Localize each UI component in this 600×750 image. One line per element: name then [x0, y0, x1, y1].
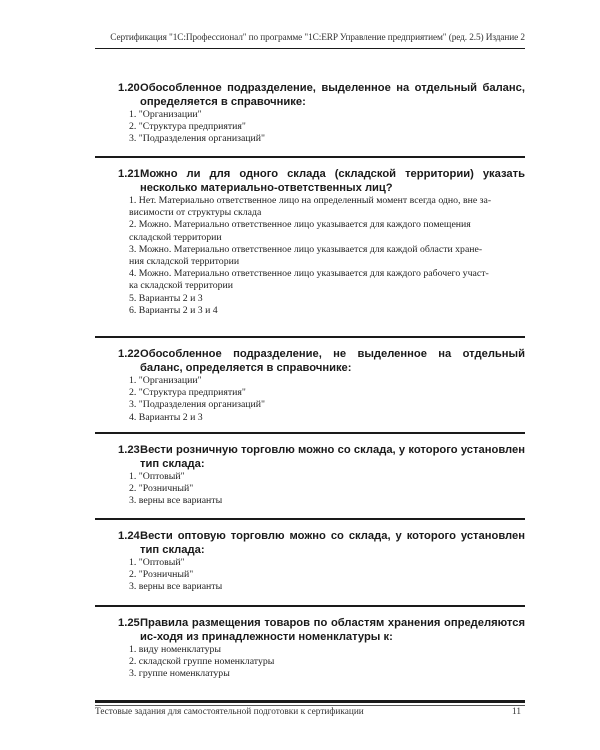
question-text: Можно ли для одного склада (складской территории) указать несколько материально-ответственных лиц? — [140, 168, 525, 194]
question-number: 1.23 — [118, 444, 140, 456]
answer-list — [118, 375, 525, 424]
question-separator — [95, 605, 525, 607]
answer-option-continuation: складской территории — [129, 231, 222, 243]
answer-option: 2. складской группе номенклатуры — [129, 656, 275, 668]
answer-option: 3. группе номенклатуры — [129, 668, 230, 680]
answer-option: 5. Варианты 2 и 3 — [129, 292, 203, 304]
answer-list — [118, 557, 525, 594]
question-title — [118, 444, 525, 471]
answer-option: 2. "Структура предприятия" — [129, 387, 246, 399]
question-number: 1.25 — [118, 617, 140, 629]
page-footer — [95, 707, 525, 717]
question-title — [118, 168, 525, 195]
question-title — [118, 530, 525, 557]
answer-list — [118, 471, 525, 508]
answer-option: 1. виду номенклатуры — [129, 644, 222, 655]
answer-option-continuation: ка складской территории — [129, 280, 234, 292]
answer-option: 2. Можно. Материально ответственное лицо указывается для каждого помещения — [129, 219, 471, 231]
question-text: Обособленное подразделение, выделенное на отдельный баланс, определяется в справочнике: — [140, 82, 525, 108]
answer-option: 4. Можно. Материально ответственное лицо указывается для каждого рабочего участ- — [129, 268, 489, 280]
question-1-23 — [118, 444, 525, 508]
answer-option: 1. "Организации" — [129, 375, 202, 386]
answer-option-continuation: ния складской территории — [129, 256, 240, 268]
question-separator — [95, 336, 525, 338]
answer-option: 3. "Подразделения организаций" — [129, 399, 266, 411]
question-title — [118, 348, 525, 375]
question-text: Правила размещения товаров по областям хранения определяются ис-ходя из принадлежности номенклатуры к: — [140, 617, 525, 643]
answer-option: 3. "Подразделения организаций" — [129, 133, 266, 145]
footer-rule-thin — [95, 705, 525, 706]
answer-list — [118, 195, 525, 317]
question-number: 1.22 — [118, 348, 140, 360]
answer-option: 3. Можно. Материально ответственное лицо указывается для каждой области хране- — [129, 243, 483, 255]
answer-option: 1. "Оптовый" — [129, 471, 185, 482]
question-1-24 — [118, 530, 525, 594]
question-number: 1.24 — [118, 530, 140, 542]
question-1-25 — [118, 617, 525, 681]
question-1-22 — [118, 348, 525, 424]
answer-option: 2. "Розничный" — [129, 569, 194, 581]
answer-option: 1. Нет. Материально ответственное лицо на определенный момент всегда одно, вне за- — [129, 195, 492, 206]
question-1-21 — [118, 168, 525, 317]
question-text: Вести розничную торговлю можно со склада, у которого установлен тип склада: — [140, 444, 525, 470]
question-text: Вести оптовую торговлю можно со склада, у которого установлен тип склада: — [140, 530, 525, 556]
question-1-20 — [118, 82, 525, 146]
question-separator — [95, 432, 525, 434]
question-title — [118, 82, 525, 109]
answer-option: 2. "Структура предприятия" — [129, 121, 246, 133]
answer-option: 1. "Организации" — [129, 109, 202, 120]
footer-text: Тестовые задания для самостоятельной подготовки к сертификации — [95, 707, 364, 717]
header-rule — [95, 48, 525, 49]
question-number: 1.20 — [118, 82, 140, 94]
answer-option: 2. "Розничный" — [129, 483, 194, 495]
answer-option-continuation: висимости от структуры склада — [129, 207, 262, 219]
answer-list — [118, 644, 525, 681]
answer-option: 3. верны все варианты — [129, 495, 223, 507]
question-separator — [95, 156, 525, 158]
question-separator — [95, 518, 525, 520]
answer-option: 1. "Оптовый" — [129, 557, 185, 568]
page-header: Сертификация "1С:Профессионал" по программе "1С:ERP Управление предприятием" (ред. 2.5) Издание 2 — [110, 33, 525, 43]
answer-option: 4. Варианты 2 и 3 — [129, 411, 203, 423]
answer-option: 3. верны все варианты — [129, 581, 223, 593]
answer-option: 6. Варианты 2 и 3 и 4 — [129, 304, 218, 316]
question-text: Обособленное подразделение, не выделенное на отдельный баланс, определяется в справочнике: — [140, 348, 525, 374]
question-number: 1.21 — [118, 168, 140, 180]
page-number: 11 — [512, 707, 521, 717]
answer-list — [118, 109, 525, 146]
footer-rule — [95, 700, 525, 703]
question-title — [118, 617, 525, 644]
